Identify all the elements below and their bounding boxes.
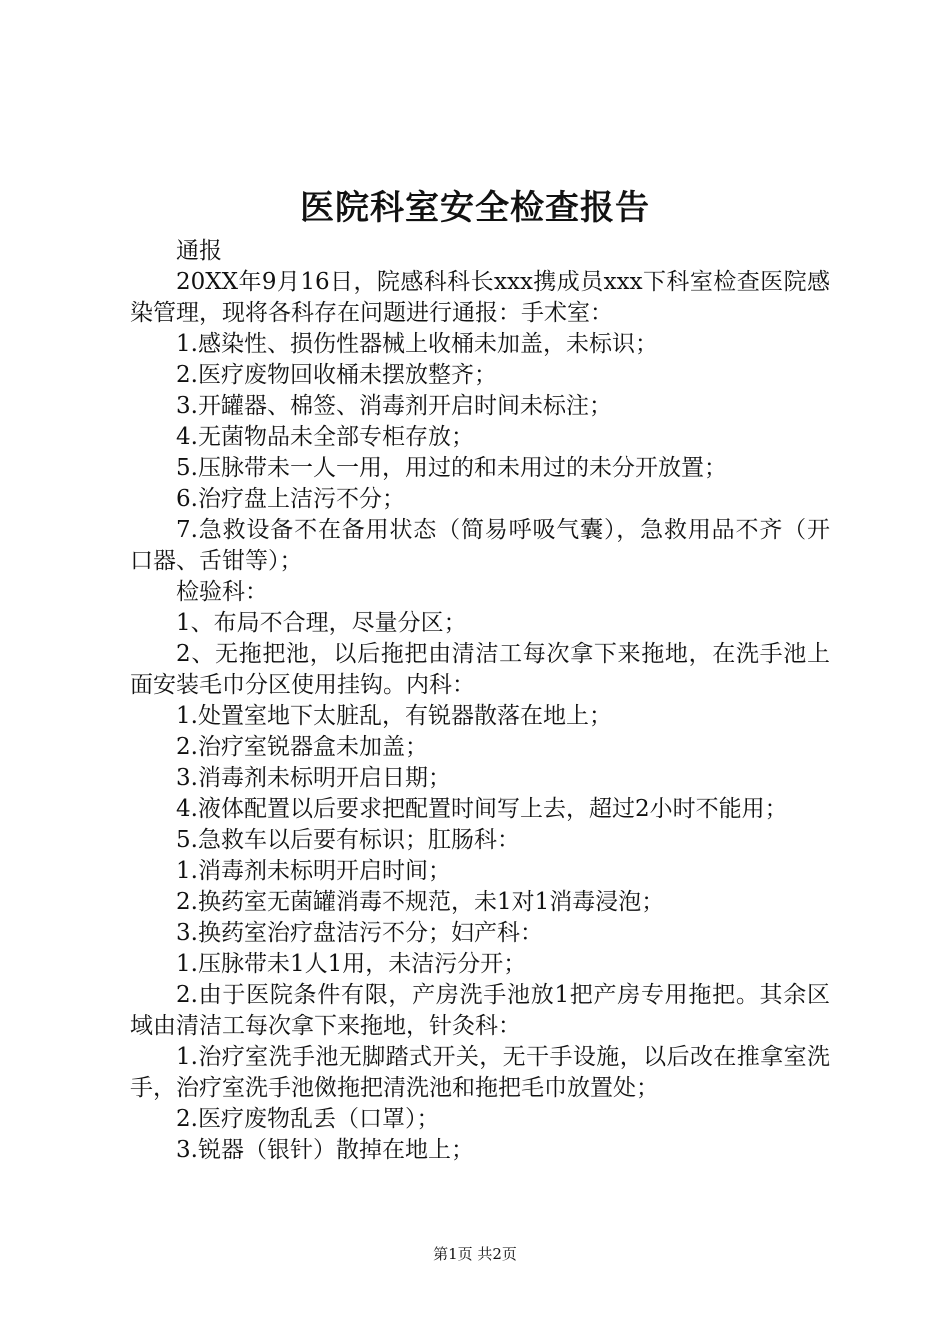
paragraph-item: 4.无菌物品未全部专柜存放； — [176, 424, 474, 450]
paragraph-notice-heading: 通报 — [176, 238, 222, 264]
paragraph-item: 1、布局不合理，尽量分区； — [176, 610, 467, 636]
paragraph-item: 3.换药室治疗盘洁污不分；妇产科： — [176, 920, 543, 946]
paragraph-item: 7.急救设备不在备用状态（简易呼吸气囊），急救用品不齐（开口器、舌钳等）； — [130, 517, 830, 574]
paragraph-item: 1.感染性、损伤性器械上收桶未加盖，未标识； — [176, 331, 658, 357]
paragraph-item: 2.换药室无菌罐消毒不规范，未1对1消毒浸泡； — [176, 889, 665, 915]
paragraph-item: 3.消毒剂未标明开启日期； — [176, 765, 451, 791]
paragraph-item: 3.开罐器、棉签、消毒剂开启时间未标注； — [176, 393, 612, 419]
paragraph-item: 6.治疗盘上洁污不分； — [176, 486, 405, 512]
paragraph-item: 1.处置室地下太脏乱，有锐器散落在地上； — [176, 703, 612, 729]
paragraph-item: 2.医疗废物回收桶未摆放整齐； — [176, 362, 497, 388]
paragraph-item: 5.急救车以后要有标识；肛肠科： — [176, 827, 520, 853]
paragraph-item: 1.治疗室洗手池无脚踏式开关，无干手设施，以后改在推拿室洗手，治疗室洗手池傚拖把清洗池和拖把毛巾放置处； — [130, 1044, 830, 1101]
paragraph-item: 5.压脉带未一人一用，用过的和未用过的未分开放置； — [176, 455, 727, 481]
paragraph-item: 1.消毒剂未标明开启时间； — [176, 858, 451, 884]
paragraph-intro: 20XX年9月16日，院感科科长xxx携成员xxx下科室检查医院感染管理，现将各科存在问题进行通报：手术室： — [130, 269, 830, 326]
paragraph-item: 2、无拖把池，以后拖把由清洁工每次拿下来拖地，在洗手池上面安装毛巾分区使用挂钩。内科： — [130, 641, 830, 698]
paragraph-item: 3.锐器（银针）散掉在地上； — [176, 1137, 474, 1163]
paragraph-item: 4.液体配置以后要求把配置时间写上去，超过2小时不能用； — [176, 796, 788, 822]
document-title: 医院科室安全检查报告 — [300, 188, 650, 228]
paragraph-section-heading: 检验科： — [176, 579, 268, 605]
paragraph-item: 2.治疗室锐器盒未加盖； — [176, 734, 428, 760]
paragraph-item: 1.压脉带未1人1用，未洁污分开； — [176, 951, 527, 977]
paragraph-item: 2.医疗废物乱丢（口罩）； — [176, 1106, 440, 1132]
paragraph-item: 2.由于医院条件有限，产房洗手池放1把产房专用拖把。其余区域由清洁工每次拿下来拖地，针灸科： — [130, 982, 830, 1039]
page-footer: 第1页 共2页 — [433, 1245, 517, 1263]
document-body — [130, 236, 830, 1166]
